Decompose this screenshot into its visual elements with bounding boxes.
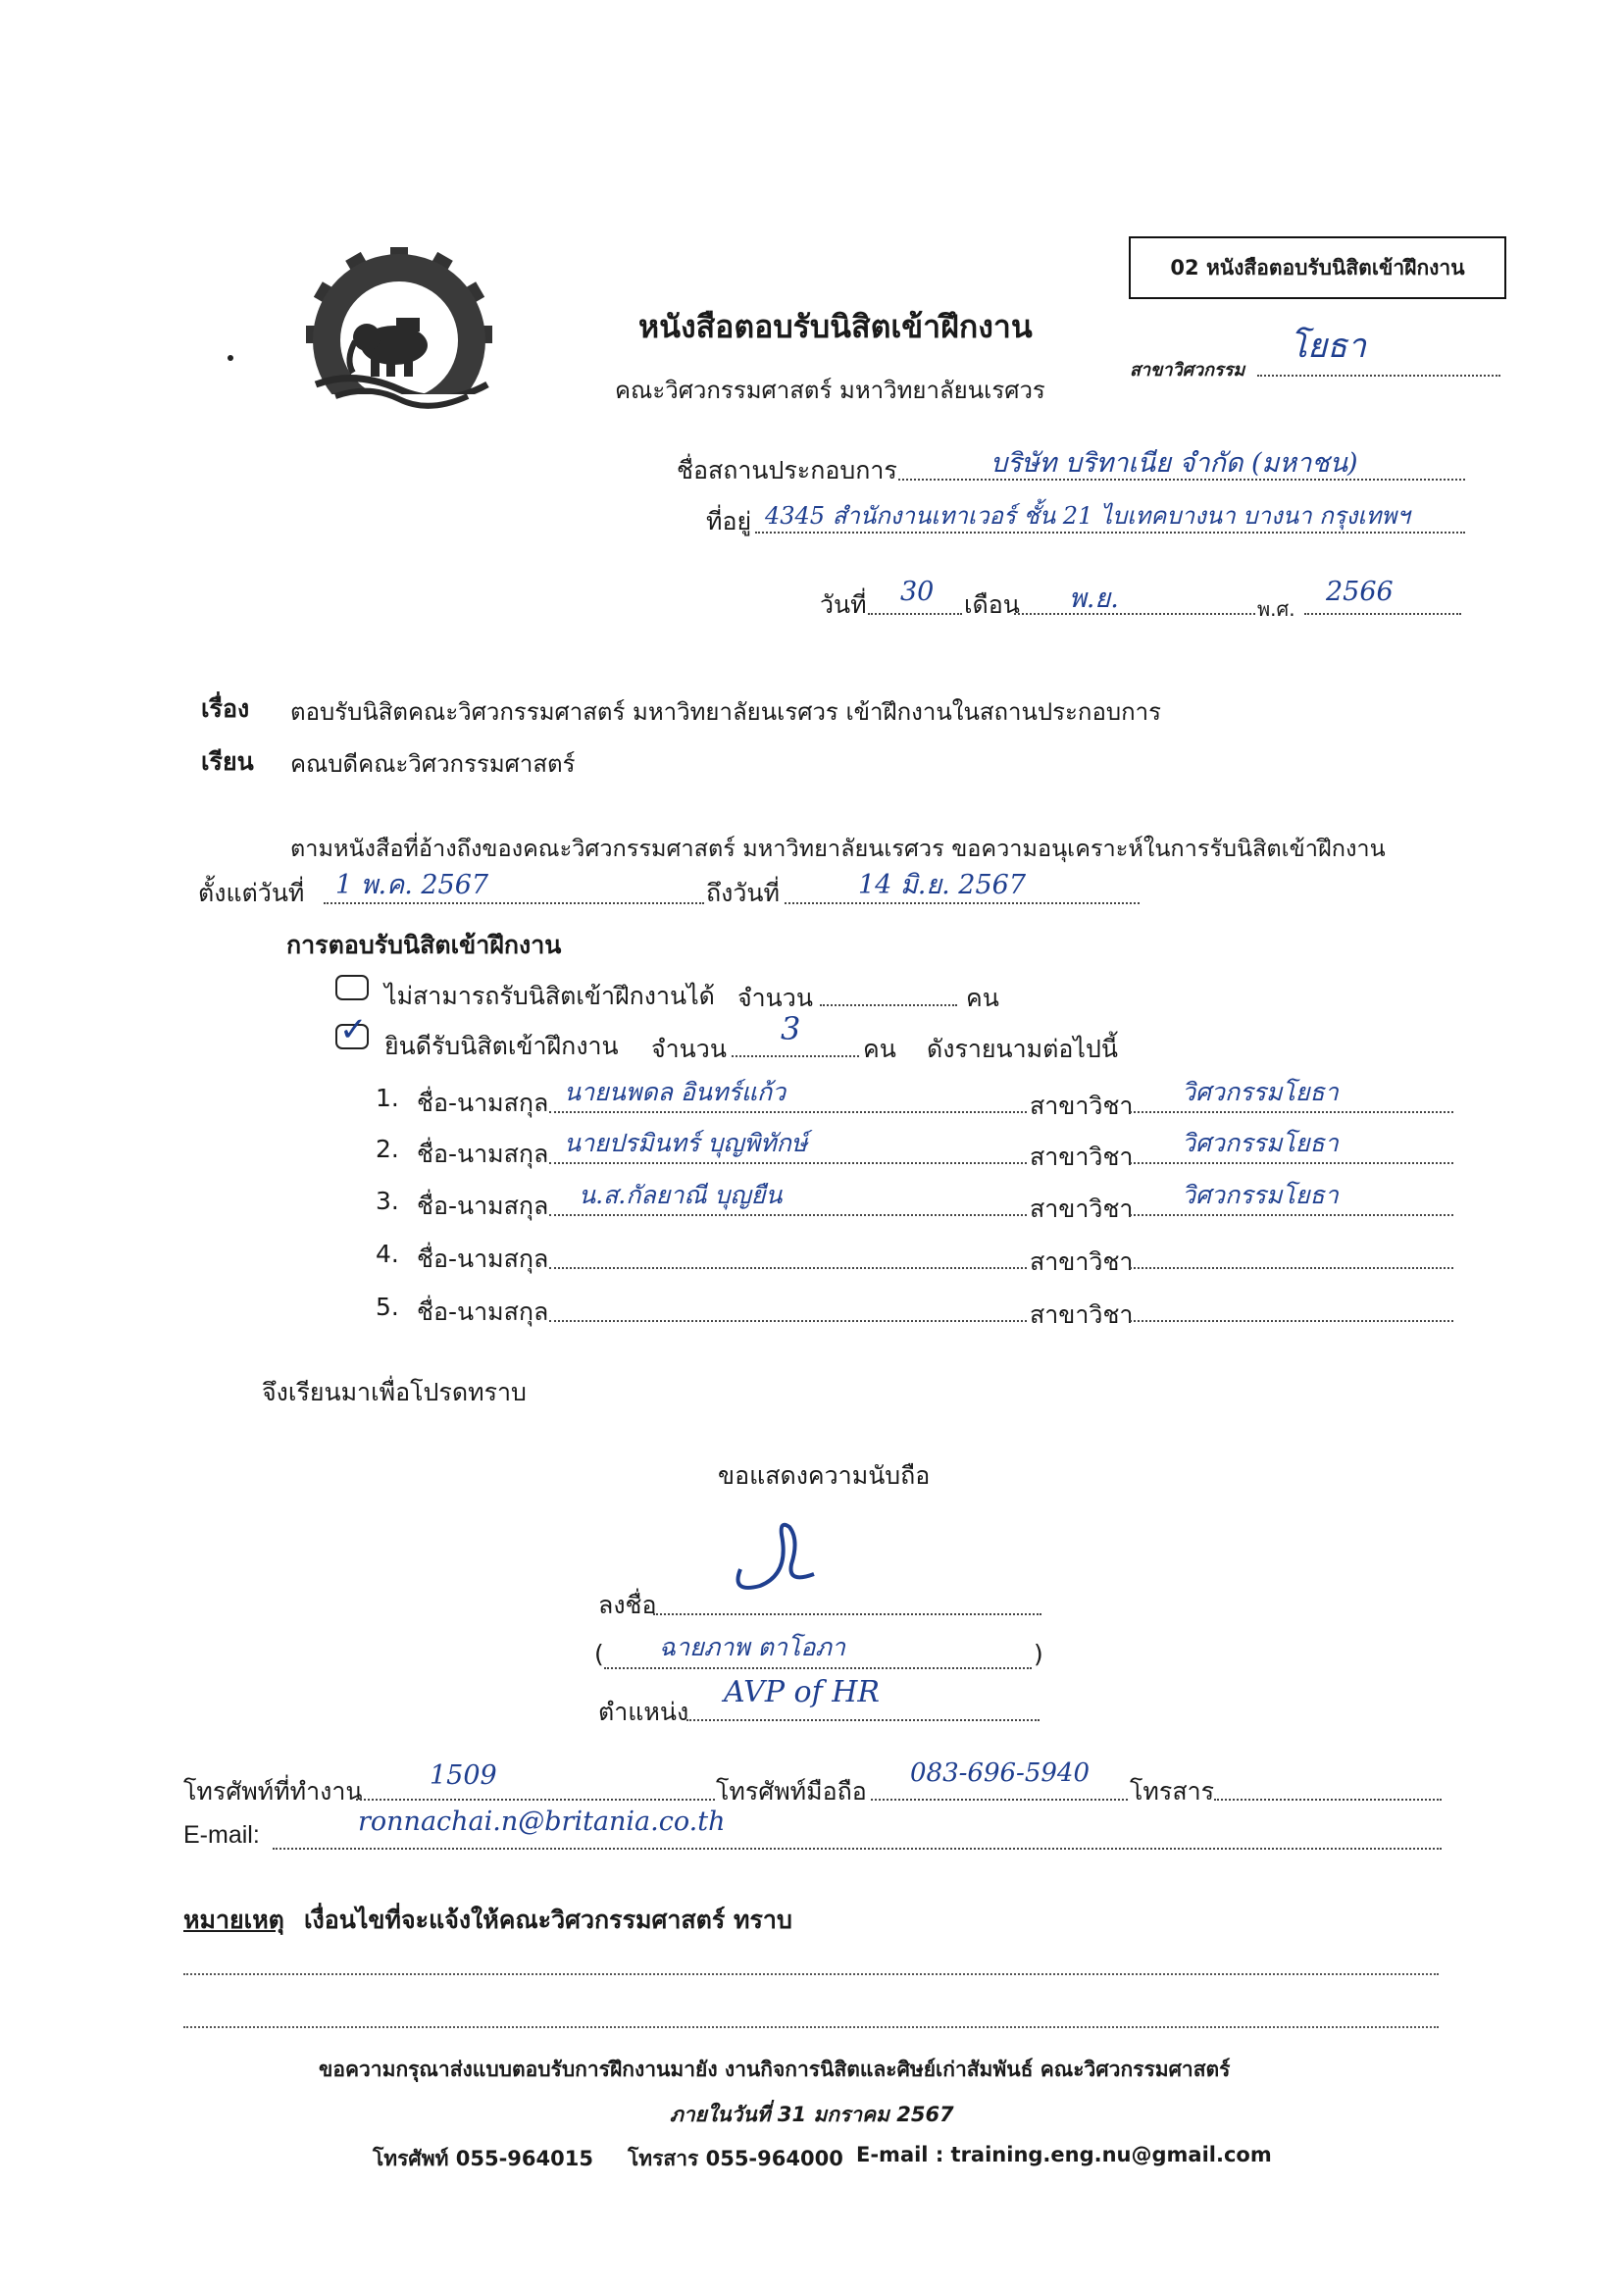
remark-label: หมายเหตุ bbox=[183, 1906, 284, 1934]
to-label: เรียน bbox=[201, 747, 254, 776]
date-month-line bbox=[1014, 613, 1255, 615]
date-month-label: เดือน bbox=[964, 590, 1020, 619]
student-major-line bbox=[1130, 1267, 1453, 1269]
student-name-value[interactable]: น.ส.กัลยาณี บุญยืน bbox=[579, 1181, 783, 1209]
acceptance-heading: การตอบรับนิสิตเข้าฝึกงาน bbox=[286, 931, 562, 959]
student-major-value[interactable]: วิศวกรรมโยธา bbox=[1182, 1078, 1339, 1106]
page-title: หนังสือตอบรับนิสิตเข้าฝึกงาน bbox=[638, 308, 1033, 345]
subject-label: เรื่อง bbox=[201, 694, 250, 723]
footer-phone: โทรศัพท์ 055-964015 bbox=[373, 2147, 593, 2170]
student-num: 3. bbox=[376, 1187, 399, 1215]
position-value[interactable]: AVP of HR bbox=[724, 1675, 881, 1709]
reject-checkbox[interactable] bbox=[335, 975, 369, 1000]
address-label: ที่อยู่ bbox=[706, 507, 752, 535]
student-name-label: ชื่อ-นามสกุล bbox=[417, 1192, 549, 1220]
date-year-label: พ.ศ. bbox=[1257, 597, 1295, 621]
signer-close-paren: ) bbox=[1034, 1640, 1043, 1668]
accept-unit: คน bbox=[863, 1035, 896, 1063]
student-num: 5. bbox=[376, 1293, 399, 1321]
form-code: 02 หนังสือตอบรับนิสิตเข้าฝึกงาน bbox=[1170, 255, 1465, 280]
date-day-label: วันที่ bbox=[820, 590, 867, 619]
date-month-value[interactable]: พ.ย. bbox=[1069, 584, 1119, 614]
major-field-label: สาขาวิศวกรรม bbox=[1130, 360, 1245, 381]
footer-email: E-mail : training.eng.nu@gmail.com bbox=[856, 2143, 1272, 2166]
accept-label: ยินดีรับนิสิตเข้าฝึกงาน bbox=[384, 1032, 619, 1060]
student-name-value[interactable]: นายนพดล อินทร์แก้ว bbox=[564, 1078, 787, 1106]
form-code-box bbox=[1129, 236, 1506, 299]
position-label: ตำแหน่ง bbox=[598, 1698, 689, 1726]
closing-text: จึงเรียนมาเพื่อโปรดทราบ bbox=[262, 1378, 527, 1406]
accept-count-value[interactable]: 3 bbox=[781, 1010, 801, 1047]
student-major-label: สาขาวิชา bbox=[1030, 1143, 1134, 1171]
student-name-label: ชื่อ-นามสกุล bbox=[417, 1089, 549, 1117]
reject-count-line bbox=[820, 1004, 957, 1006]
date-year-value[interactable]: 2566 bbox=[1326, 577, 1394, 607]
signer-name[interactable]: ฉายภาพ ตาโอภา bbox=[659, 1633, 845, 1661]
company-name-value[interactable]: บริษัท บริทาเนีย จำกัด (มหาชน) bbox=[990, 448, 1358, 479]
remark-text: เงื่อนไขที่จะแจ้งให้คณะวิศวกรรมศาสตร์ ทราบ bbox=[304, 1906, 792, 1934]
sign-label: ลงชื่อ bbox=[598, 1591, 657, 1619]
reject-label: ไม่สามารถรับนิสิตเข้าฝึกงานได้ bbox=[384, 982, 715, 1010]
student-name-label: ชื่อ-นามสกุล bbox=[417, 1298, 549, 1326]
office-phone-line bbox=[356, 1799, 715, 1801]
student-name-label: ชื่อ-นามสกุล bbox=[417, 1245, 549, 1273]
footer-line-2: ภายในวันที่ 31 มกราคม 2567 bbox=[670, 2103, 954, 2126]
accept-count-label: จำนวน bbox=[651, 1035, 727, 1063]
student-num: 1. bbox=[376, 1084, 399, 1112]
accept-check-mark: ✓ bbox=[339, 1010, 368, 1049]
regards-text: ขอแสดงความนับถือ bbox=[718, 1461, 931, 1490]
reject-count-label: จำนวน bbox=[737, 984, 813, 1012]
to-text: คณบดีคณะวิศวกรรมศาสตร์ bbox=[290, 750, 576, 778]
sign-line bbox=[653, 1613, 1041, 1615]
email-line bbox=[273, 1848, 1442, 1850]
remark-line-1 bbox=[183, 1973, 1439, 1975]
mobile-line bbox=[871, 1799, 1128, 1801]
company-name-label: ชื่อสถานประกอบการ bbox=[677, 456, 897, 484]
faculty-line: คณะวิศวกรรมศาสตร์ มหาวิทยาลัยนเรศวร bbox=[615, 377, 1045, 404]
bullet-dot bbox=[228, 355, 233, 361]
accept-count-line bbox=[732, 1055, 859, 1057]
student-name-line bbox=[549, 1267, 1027, 1269]
body-text: ตามหนังสือที่อ้างถึงของคณะวิศวกรรมศาสตร์ มหาวิทยาลัยนเรศวร ขอความอนุเคราะห์ในการรับนิสิตเข้าฝึกงาน bbox=[290, 835, 1386, 862]
period-to-label: ถึงวันที่ bbox=[706, 879, 780, 907]
footer-fax: โทรสาร 055-964000 bbox=[628, 2147, 843, 2170]
student-name-line bbox=[549, 1320, 1027, 1322]
date-day-line bbox=[868, 613, 962, 615]
student-num: 2. bbox=[376, 1135, 399, 1163]
remark-line-2 bbox=[183, 2026, 1439, 2028]
email-label: E-mail: bbox=[183, 1821, 260, 1849]
position-line bbox=[686, 1719, 1040, 1721]
address-value[interactable]: 4345 สำนักงานเทาเวอร์ ชั้น 21 ไบเทคบางนา บางนา กรุงเทพฯ bbox=[765, 502, 1410, 530]
mobile-value[interactable]: 083-696-5940 bbox=[910, 1758, 1090, 1788]
student-name-value[interactable]: นายปรมินทร์ บุญพิทักษ์ bbox=[564, 1129, 808, 1157]
date-day-value[interactable]: 30 bbox=[900, 577, 935, 607]
student-name-label: ชื่อ-นามสกุล bbox=[417, 1140, 549, 1168]
major-field-line bbox=[1257, 375, 1500, 377]
email-value[interactable]: ronnachai.n@britania.co.th bbox=[358, 1807, 726, 1837]
office-phone-value[interactable]: 1509 bbox=[430, 1760, 497, 1791]
accept-suffix: ดังรายนามต่อไปนี้ bbox=[927, 1035, 1118, 1063]
mobile-label: โทรศัพท์มือถือ bbox=[716, 1777, 867, 1806]
fax-label: โทรสาร bbox=[1130, 1777, 1215, 1806]
student-major-label: สาขาวิชา bbox=[1030, 1195, 1134, 1223]
fax-line bbox=[1214, 1799, 1442, 1801]
student-major-value[interactable]: วิศวกรรมโยธา bbox=[1182, 1181, 1339, 1209]
student-major-value[interactable]: วิศวกรรมโยธา bbox=[1182, 1129, 1339, 1157]
student-num: 4. bbox=[376, 1240, 399, 1268]
footer-line-1: ขอความกรุณาส่งแบบตอบรับการฝึกงานมายัง งานกิจการนิสิตและศิษย์เก่าสัมพันธ์ คณะวิศวกรรมศาสตร์ bbox=[319, 2058, 1231, 2081]
student-major-line bbox=[1130, 1320, 1453, 1322]
student-major-label: สาขาวิชา bbox=[1030, 1300, 1134, 1329]
student-major-label: สาขาวิชา bbox=[1030, 1247, 1134, 1276]
signature-scribble bbox=[721, 1515, 838, 1603]
faculty-logo bbox=[277, 247, 520, 424]
student-major-label: สาขาวิชา bbox=[1030, 1092, 1134, 1120]
date-year-line bbox=[1304, 613, 1461, 615]
period-from-label: ตั้งแต่วันที่ bbox=[198, 879, 305, 907]
reject-unit: คน bbox=[966, 984, 999, 1012]
period-to-value[interactable]: 14 มิ.ย. 2567 bbox=[858, 870, 1027, 900]
period-from-value[interactable]: 1 พ.ค. 2567 bbox=[335, 870, 489, 900]
office-phone-label: โทรศัพท์ที่ทำงาน bbox=[183, 1777, 363, 1806]
signer-name-line bbox=[604, 1667, 1032, 1669]
subject-text: ตอบรับนิสิตคณะวิศวกรรมศาสตร์ มหาวิทยาลัยนเรศวร เข้าฝึกงานในสถานประกอบการ bbox=[290, 698, 1162, 726]
faculty-seal-icon bbox=[277, 247, 520, 424]
major-field-value[interactable]: โยธา bbox=[1290, 327, 1367, 366]
signer-open-paren: ( bbox=[594, 1640, 604, 1668]
